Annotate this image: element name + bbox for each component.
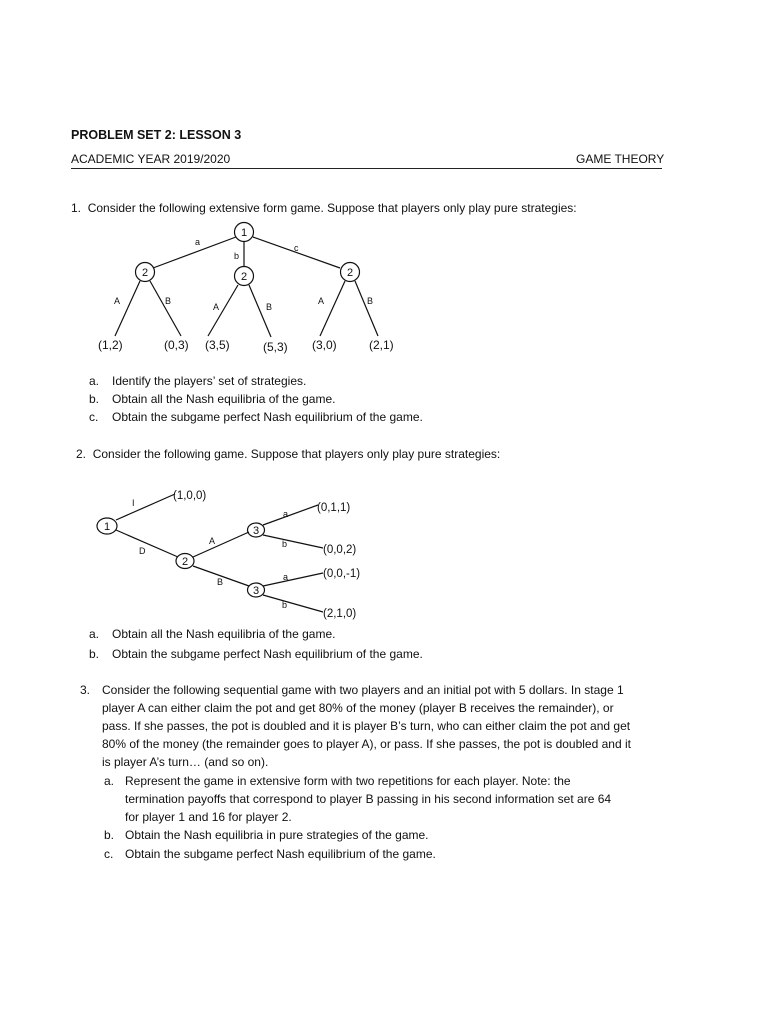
q3-item-text: Obtain the subgame perfect Nash equilibrium of the game. bbox=[125, 847, 436, 861]
q3-number: 3. bbox=[80, 683, 91, 697]
q2-action-label: I bbox=[132, 498, 135, 508]
q2-action-label: a bbox=[283, 572, 289, 582]
q2-edge-A bbox=[193, 532, 249, 557]
q3-item-text: Obtain the Nash equilibria in pure strategies of the game. bbox=[125, 828, 429, 842]
q1-action-label: c bbox=[294, 243, 299, 253]
q2-edge-a-lower bbox=[263, 573, 323, 586]
q2-item-text: Obtain the subgame perfect Nash equilibrium of the game. bbox=[112, 647, 423, 661]
q3-item-label: c. bbox=[104, 847, 114, 861]
q1-item-c bbox=[89, 408, 423, 427]
q1-item-label: c. bbox=[89, 410, 99, 424]
q3-item-label: a. bbox=[104, 774, 115, 788]
q2-node-label: 1 bbox=[103, 521, 111, 533]
q2-item-a bbox=[89, 625, 335, 644]
q1-payoff: (0,3) bbox=[164, 338, 189, 352]
q1-node-label: 2 bbox=[240, 271, 248, 283]
q2-action-label: a bbox=[283, 509, 289, 519]
q1-item-a bbox=[89, 372, 306, 391]
q1-node-label: 1 bbox=[240, 227, 248, 239]
q2-number: 2. bbox=[76, 447, 87, 461]
q1-item-text: Obtain the subgame perfect Nash equilibrium of the game. bbox=[112, 410, 423, 424]
q1-action-label: B bbox=[367, 296, 374, 306]
q2-action-label: B bbox=[217, 577, 224, 587]
q2-payoff: (2,1,0) bbox=[323, 608, 357, 620]
q2-item-label: a. bbox=[89, 627, 100, 641]
q1-action-label: B bbox=[266, 302, 273, 312]
q3-item-a-line: for player 1 and 16 for player 2. bbox=[125, 810, 292, 824]
q1-edge-A1 bbox=[115, 281, 140, 336]
q1-item-text: Obtain all the Nash equilibria of the game. bbox=[112, 392, 336, 406]
q2-payoff: (0,0,-1) bbox=[323, 568, 361, 580]
q1-node-label: 2 bbox=[346, 267, 354, 279]
q2-edge-a-upper bbox=[263, 505, 318, 525]
q3-line: 80% of the money (the remainder goes to player A), or pass. If she passes, the pot is doubled and it bbox=[102, 737, 631, 751]
q2-item-label: b. bbox=[89, 647, 100, 661]
q1-edge-B1 bbox=[150, 281, 181, 336]
q2-payoff: (0,1,1) bbox=[317, 502, 351, 514]
q3-line: pass. If she passes, the pot is doubled and it is player B’s turn, who can either claim the pot and get bbox=[102, 719, 631, 733]
q1-item-label: b. bbox=[89, 392, 100, 406]
q2-edge-b-lower bbox=[263, 595, 323, 612]
q1-payoff: (3,5) bbox=[205, 338, 230, 352]
q1-payoff: (1,2) bbox=[98, 338, 123, 352]
q1-node-label: 2 bbox=[141, 267, 149, 279]
q1-item-label: a. bbox=[89, 374, 100, 388]
q2-node-label: 2 bbox=[181, 556, 189, 568]
q1-action-label: b bbox=[234, 251, 240, 261]
q2-payoff: (1,0,0) bbox=[173, 490, 207, 502]
q2-edge-D bbox=[116, 530, 178, 557]
q1-item-text: Identify the players’ set of strategies. bbox=[112, 374, 307, 388]
q3-item-b bbox=[104, 826, 429, 845]
q2-node-label: 3 bbox=[252, 525, 260, 537]
document-title: PROBLEM SET 2: LESSON 3 bbox=[71, 128, 242, 142]
q3-line: player A can either claim the pot and get 80% of the money (player B receives the remainder), or bbox=[102, 701, 614, 715]
q1-action-label: A bbox=[318, 296, 325, 306]
q1-action-label: B bbox=[165, 296, 172, 306]
q1-action-label: a bbox=[195, 237, 201, 247]
q3-line: is player A’s turn… (and so on). bbox=[102, 755, 269, 769]
q3-line: Consider the following sequential game with two players and an initial pot with 5 dollars. In stage 1 bbox=[102, 683, 624, 697]
q3-item-c bbox=[104, 845, 436, 864]
q1-number: 1. bbox=[71, 201, 82, 215]
q3-item-a-line: Represent the game in extensive form with two repetitions for each player. Note: the bbox=[125, 774, 571, 788]
q2-payoff: (0,0,2) bbox=[323, 544, 357, 556]
q1-prompt-text: Consider the following extensive form game. Suppose that players only play pure strategies: bbox=[87, 201, 577, 215]
q1-edge-A3 bbox=[320, 281, 345, 336]
q3-item-label: b. bbox=[104, 828, 115, 842]
q1-payoff: (2,1) bbox=[369, 338, 394, 352]
q3-item-a-line: termination payoffs that correspond to player B passing in his second information set are 64 bbox=[125, 792, 612, 806]
q2-action-label: b bbox=[282, 539, 288, 549]
academic-year: ACADEMIC YEAR 2019/2020 bbox=[71, 152, 231, 166]
q2-action-label: D bbox=[139, 546, 146, 556]
course-name: GAME THEORY bbox=[576, 152, 665, 166]
q1-edge-B3 bbox=[355, 281, 378, 336]
q2-item-b bbox=[89, 645, 423, 664]
q2-action-label: b bbox=[282, 600, 288, 610]
q2-node-label: 3 bbox=[252, 585, 260, 597]
q2-prompt bbox=[76, 445, 500, 464]
q1-payoff: (5,3) bbox=[263, 340, 288, 354]
q2-action-label: A bbox=[209, 536, 216, 546]
q1-action-label: A bbox=[114, 296, 121, 306]
q1-item-b bbox=[89, 390, 335, 409]
q2-edge-b-upper bbox=[263, 535, 323, 548]
q2-prompt-text: Consider the following game. Suppose that players only play pure strategies: bbox=[92, 447, 501, 461]
q1-action-label: A bbox=[213, 302, 220, 312]
q1-payoff: (3,0) bbox=[312, 338, 337, 352]
q2-edge-I bbox=[116, 494, 175, 520]
q2-item-text: Obtain all the Nash equilibria of the game. bbox=[112, 627, 336, 641]
